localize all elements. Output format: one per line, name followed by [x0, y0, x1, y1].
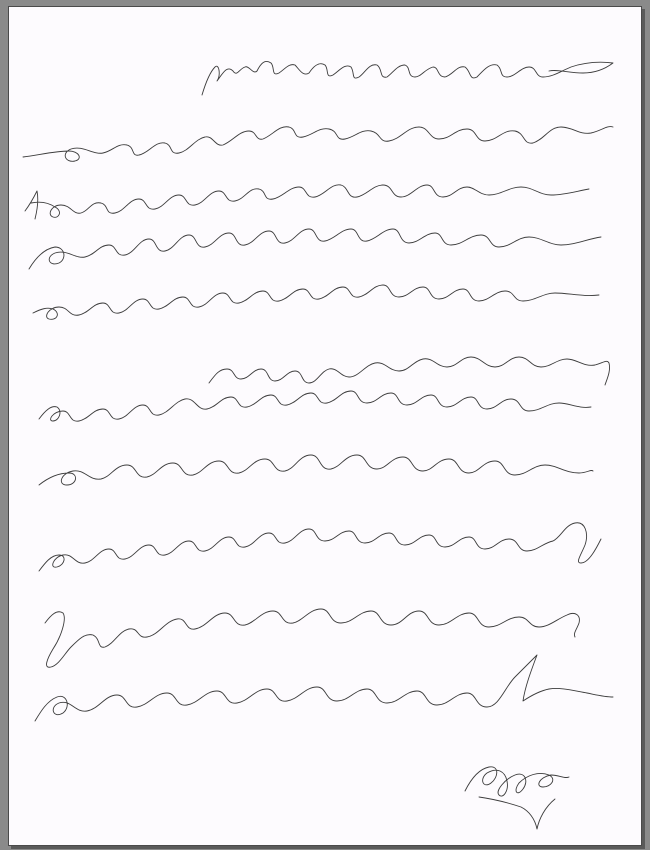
handwriting-line-9 — [39, 523, 601, 571]
handwriting-line-4 — [29, 229, 601, 269]
document-page — [8, 6, 642, 846]
handwriting-line-3 — [25, 185, 589, 219]
handwriting-line-2 — [23, 127, 613, 162]
handwriting-line-11 — [35, 655, 613, 721]
handwriting-line-1 — [202, 61, 613, 95]
handwriting-line-7 — [39, 391, 591, 421]
handwriting-line-8 — [39, 455, 593, 485]
handwriting-line-10 — [45, 609, 579, 667]
handwriting-line-6 — [209, 357, 610, 385]
handwriting-canvas — [9, 7, 641, 845]
handwriting-line-5 — [33, 285, 599, 319]
signature-scribble — [465, 767, 569, 829]
